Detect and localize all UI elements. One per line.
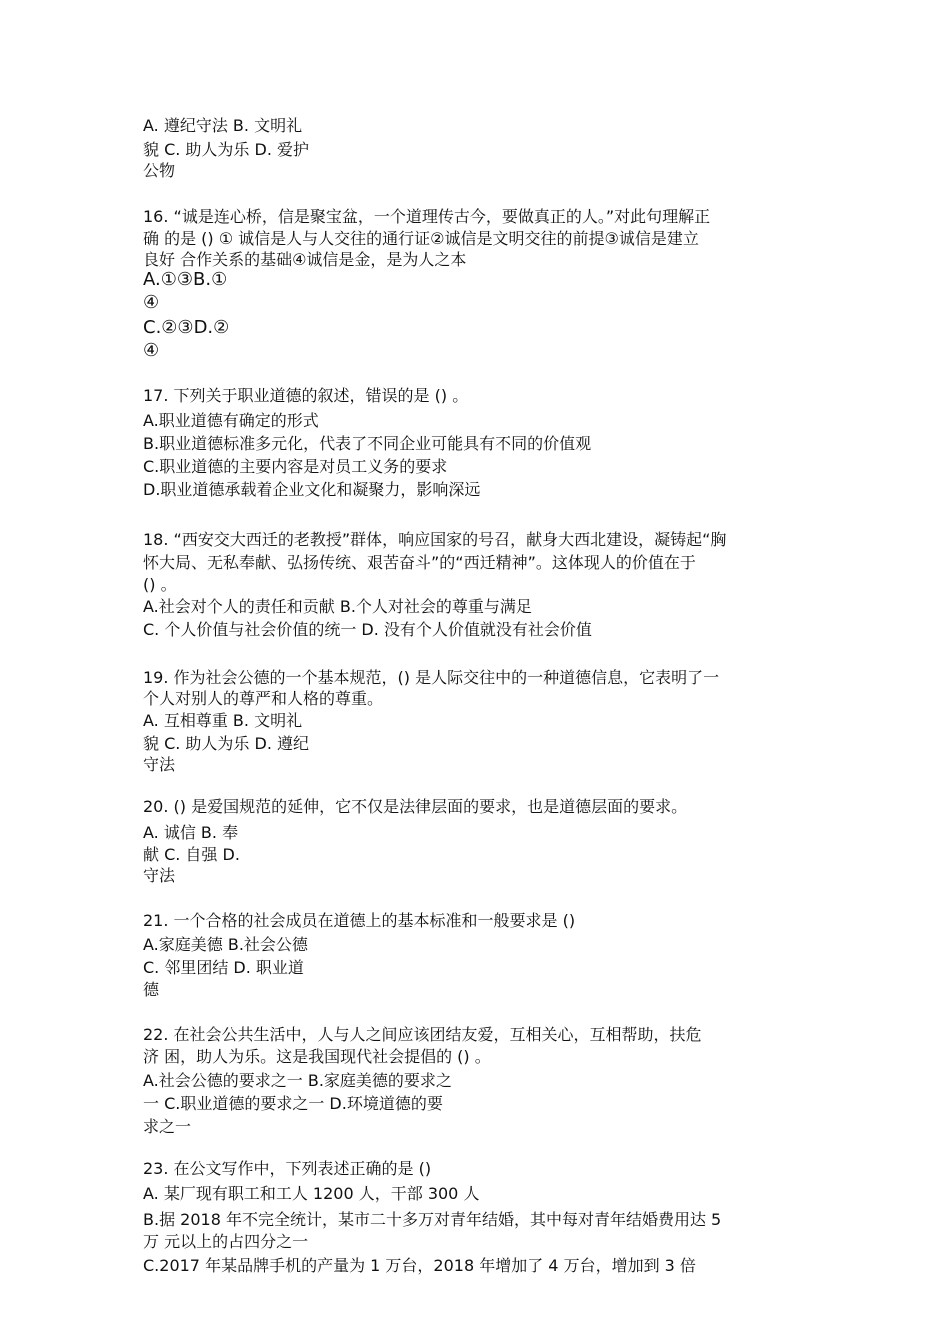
text-line: 20. () 是爱国规范的延伸，它不仅是法律层面的要求，也是道德层面的要求。	[143, 797, 688, 816]
text-line: A. 诚信 B. 奉	[143, 823, 239, 842]
text-line: D.职业道德承载着企业文化和凝聚力，影响深远	[143, 480, 481, 499]
text-line: A. 遵纪守法 B. 文明礼	[143, 116, 303, 135]
text-line: 德	[143, 980, 160, 999]
text-line: 良好 合作关系的基础④诚信是金，是为人之本	[143, 250, 467, 269]
text-line: ④	[143, 340, 160, 361]
text-line: 貌 C. 助人为乐 D. 遵纪	[143, 734, 310, 753]
text-line: 守法	[143, 755, 176, 774]
text-line: 一 C.职业道德的要求之一 D.环境道德的要	[143, 1094, 443, 1113]
text-line: 21. 一个合格的社会成员在道德上的基本标准和一般要求是 ()	[143, 911, 576, 930]
text-line: 济 困，助人为乐。这是我国现代社会提倡的 () 。	[143, 1047, 491, 1066]
text-line: ④	[143, 292, 160, 313]
text-line: C.2017 年某品牌手机的产量为 1 万台，2018 年增加了 4 万台，增加到 3 倍	[143, 1256, 696, 1275]
text-line: A.①③B.①	[143, 269, 228, 290]
text-line: 18. “西安交大西迁的老教授”群体，响应国家的号召，献身大西北建设，凝铸起“胸	[143, 530, 727, 549]
text-line: 17. 下列关于职业道德的叙述，错误的是 () 。	[143, 386, 469, 405]
text-line: 怀大局、无私奉献、弘扬传统、艰苦奋斗”的“西迁精神”。这体现人的价值在于	[143, 553, 696, 572]
text-line: 貌 C. 助人为乐 D. 爱护	[143, 140, 310, 159]
text-line: A. 互相尊重 B. 文明礼	[143, 711, 303, 730]
text-line: C.职业道德的主要内容是对员工义务的要求	[143, 457, 448, 476]
text-line: 守法	[143, 866, 176, 885]
text-line: 22. 在社会公共生活中，人与人之间应该团结友爱，互相关心，互相帮助，扶危	[143, 1025, 702, 1044]
text-line: 19. 作为社会公德的一个基本规范，() 是人际交往中的一种道德信息，它表明了一	[143, 668, 720, 687]
text-line: () 。	[143, 575, 177, 594]
text-line: C. 邻里团结 D. 职业道	[143, 958, 304, 977]
text-line: 个人对别人的尊严和人格的尊重。	[143, 689, 384, 708]
text-line: A.社会对个人的责任和贡献 B.个人对社会的尊重与满足	[143, 597, 532, 616]
text-line: A.社会公德的要求之一 B.家庭美德的要求之	[143, 1071, 452, 1090]
text-line: 献 C. 自强 D.	[143, 845, 240, 864]
text-line: 23. 在公文写作中，下列表述正确的是 ()	[143, 1159, 432, 1178]
text-line: 16. “诚是连心桥，信是聚宝盆，一个道理传古今，要做真正的人。”对此句理解正	[143, 207, 711, 226]
text-line: C.②③D.②	[143, 317, 230, 338]
text-line: 公物	[143, 161, 176, 180]
text-line: 万 元以上的占四分之一	[143, 1232, 309, 1251]
text-line: 确 的是 () ① 诚信是人与人交往的通行证②诚信是文明交往的前提③诚信是建立	[143, 229, 699, 248]
text-line: B.职业道德标准多元化，代表了不同企业可能具有不同的价值观	[143, 434, 592, 453]
text-line: 求之一	[143, 1117, 192, 1136]
text-line: C. 个人价值与社会价值的统一 D. 没有个人价值就没有社会价值	[143, 620, 592, 639]
text-line: B.据 2018 年不完全统计，某市二十多万对青年结婚，其中每对青年结婚费用达 5	[143, 1210, 722, 1229]
text-line: A.职业道德有确定的形式	[143, 411, 319, 430]
text-line: A.家庭美德 B.社会公德	[143, 935, 308, 954]
text-line: A. 某厂现有职工和工人 1200 人，干部 300 人	[143, 1184, 480, 1203]
